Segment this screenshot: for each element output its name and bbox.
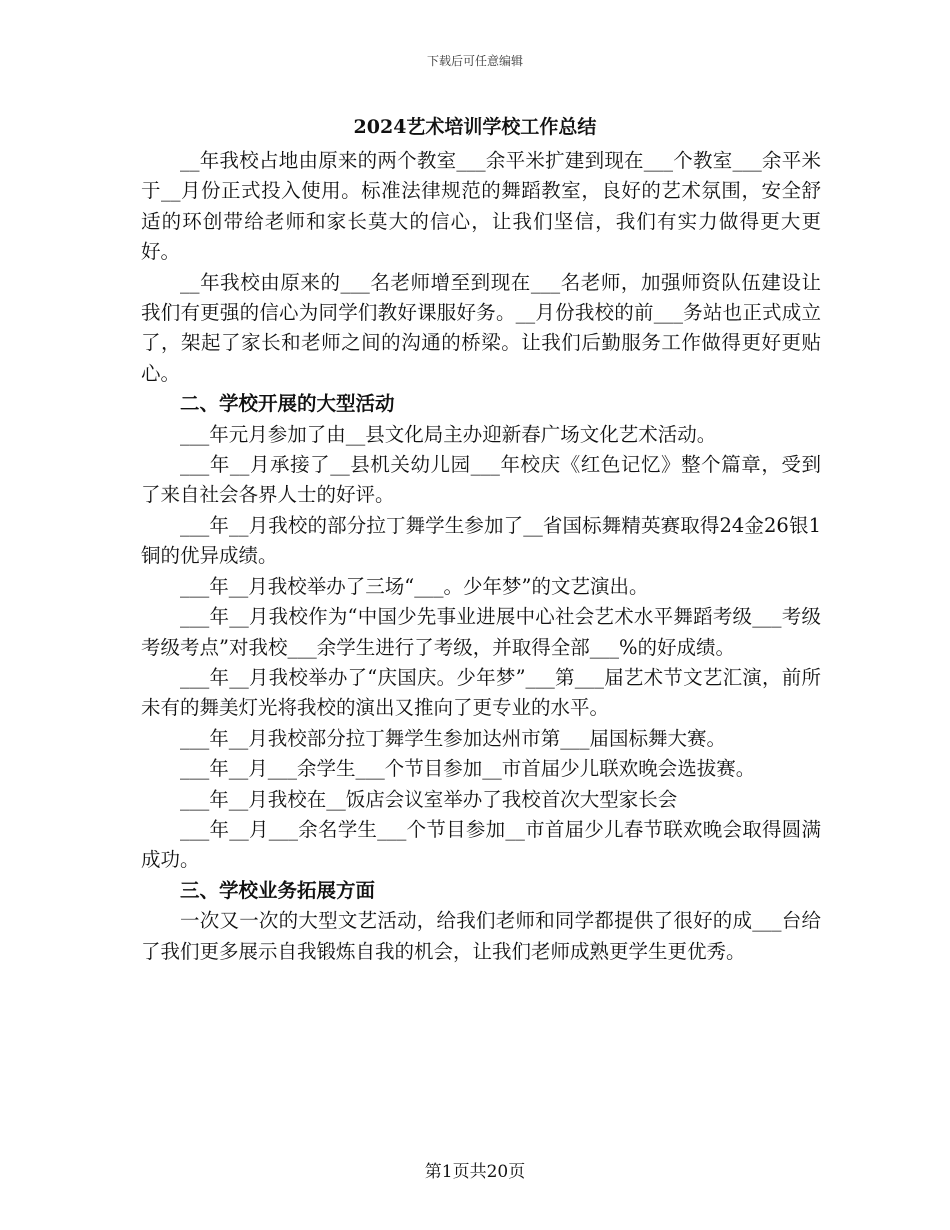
paragraph: __年我校占地由原来的两个教室___余平米扩建到现在___个教室___余平米于__月份正式投入使用。标准法律规范的舞蹈教室，良好的艺术氛围，安全舒适的环创带给老师和家长莫大的信心，让我们坚信，我们有实力做得更大更好。 bbox=[141, 149, 821, 264]
paragraph: ___年__月我校举办了三场“___。少年梦”的文艺演出。 bbox=[180, 574, 649, 598]
paragraph: ___年元月参加了由__县文化局主办迎新春广场文化艺术活动。 bbox=[180, 422, 717, 446]
section-heading: 二、学校开展的大型活动 bbox=[180, 392, 395, 416]
paragraph: ___年__月我校的部分拉丁舞学生参加了__省国标舞精英赛取得24金26银1铜的优异成绩。 bbox=[141, 513, 821, 568]
paragraph: ___年__月___余学生___个节目参加__市首届少儿联欢晚会选拔赛。 bbox=[180, 757, 756, 781]
paragraph: ___年__月我校部分拉丁舞学生参加达州市第___届国标舞大赛。 bbox=[180, 726, 727, 750]
document-title: 2024艺术培训学校工作总结 bbox=[353, 116, 597, 138]
page-number: 第1页共20页 bbox=[424, 1162, 526, 1182]
paragraph: ___年__月承接了__县机关幼儿园___年校庆《红色记忆》整个篇章，受到了来自社会各界人士的好评。 bbox=[141, 453, 821, 507]
document-body bbox=[141, 146, 821, 967]
paragraph: ___年__月我校举办了“庆国庆。少年梦”___第___届艺术节文艺汇演，前所未有的舞美灯光将我校的演出又推向了更专业的水平。 bbox=[141, 665, 821, 720]
section-heading: 三、学校业务拓展方面 bbox=[180, 878, 376, 902]
paragraph: ___年__月我校作为“中国少先事业进展中心社会艺术水平舞蹈考级___考级考级考点”对我校___余学生进行了考级，并取得全部___%的好成绩。 bbox=[141, 605, 821, 659]
header-note: 下载后可任意编辑 bbox=[426, 54, 523, 68]
paragraph: ___年__月我校在__饭店会议室举办了我校首次大型家长会 bbox=[180, 787, 678, 811]
paragraph: 一次又一次的大型文艺活动，给我们老师和同学都提供了很好的成___台给了我们更多展示自我锻炼自我的机会，让我们老师成熟更学生更优秀。 bbox=[141, 909, 821, 963]
paragraph: ___年__月___余名学生___个节目参加__市首届少儿春节联欢晚会取得圆满成功。 bbox=[141, 817, 821, 872]
paragraph: __年我校由原来的___名老师增至到现在___名老师，加强师资队伍建设让我们有更强的信心为同学们教好课服好务。__月份我校的前___务站也正式成立了，架起了家长和老师之间的沟通的桥梁。让我们后勤服务工作做得更好更贴心。 bbox=[141, 270, 821, 385]
